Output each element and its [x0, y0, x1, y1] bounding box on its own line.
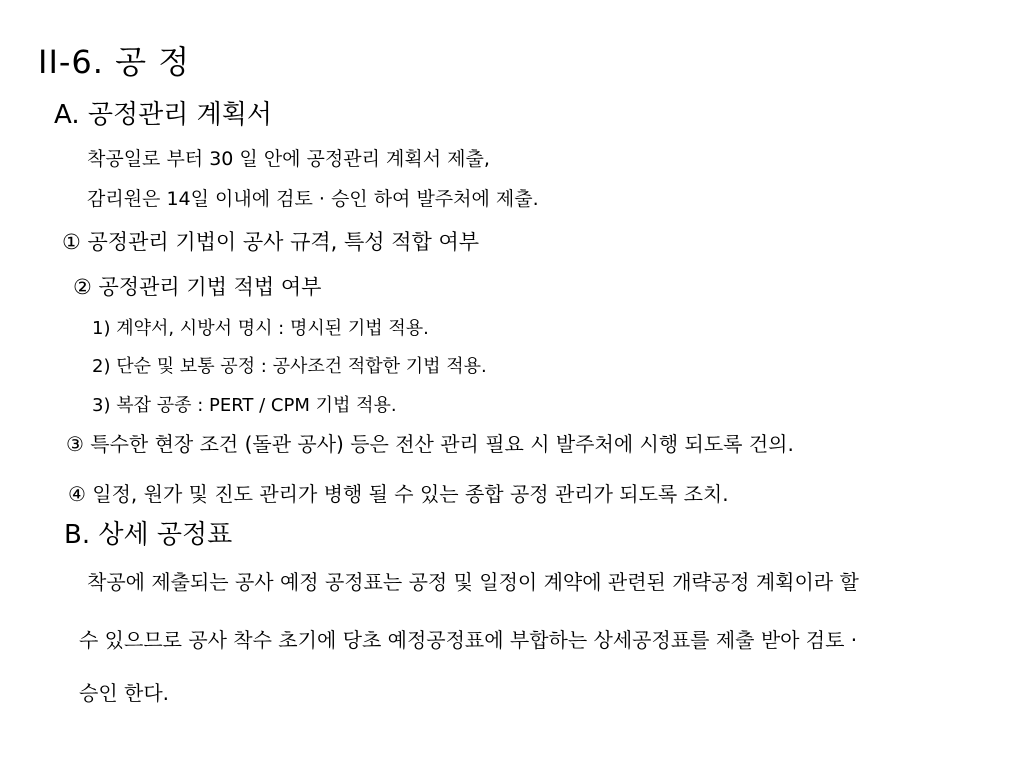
section-b-heading: B. 상세 공정표 — [64, 520, 233, 550]
section-b-paragraph-line: 수 있으므로 공사 착수 초기에 당초 예정공정표에 부합하는 상세공정표를 제출 받아 검토 · — [79, 628, 858, 652]
criteria-item-1: ① 공정관리 기법이 공사 규격, 특성 적합 여부 — [62, 230, 480, 254]
section-a-paragraph-line: 착공일로 부터 30 일 안에 공정관리 계획서 제출, — [87, 148, 490, 170]
page-title: II-6. 공 정 — [38, 43, 191, 81]
sub-item-3: 3) 복잡 공종 : PERT / CPM 기법 적용. — [92, 395, 397, 416]
section-a-paragraph-line: 감리원은 14일 이내에 검토 · 승인 하여 발주처에 제출. — [87, 188, 539, 210]
sub-item-2: 2) 단순 및 보통 공정 : 공사조건 적합한 기법 적용. — [92, 356, 487, 377]
criteria-item-4: ④ 일정, 원가 및 진도 관리가 병행 될 수 있는 종합 공정 관리가 되도록 조치. — [68, 482, 729, 506]
sub-item-1: 1) 계약서, 시방서 명시 : 명시된 기법 적용. — [92, 318, 429, 339]
section-a-heading: A. 공정관리 계획서 — [54, 100, 272, 130]
criteria-item-3: ③ 특수한 현장 조건 (돌관 공사) 등은 전산 관리 필요 시 발주처에 시행 되도록 건의. — [66, 432, 794, 456]
section-b-paragraph-line: 착공에 제출되는 공사 예정 공정표는 공정 및 일정이 계약에 관련된 개략공정 계획이라 할 — [87, 570, 859, 594]
criteria-item-2: ② 공정관리 기법 적법 여부 — [73, 275, 322, 299]
section-b-paragraph-line: 승인 한다. — [79, 681, 169, 705]
